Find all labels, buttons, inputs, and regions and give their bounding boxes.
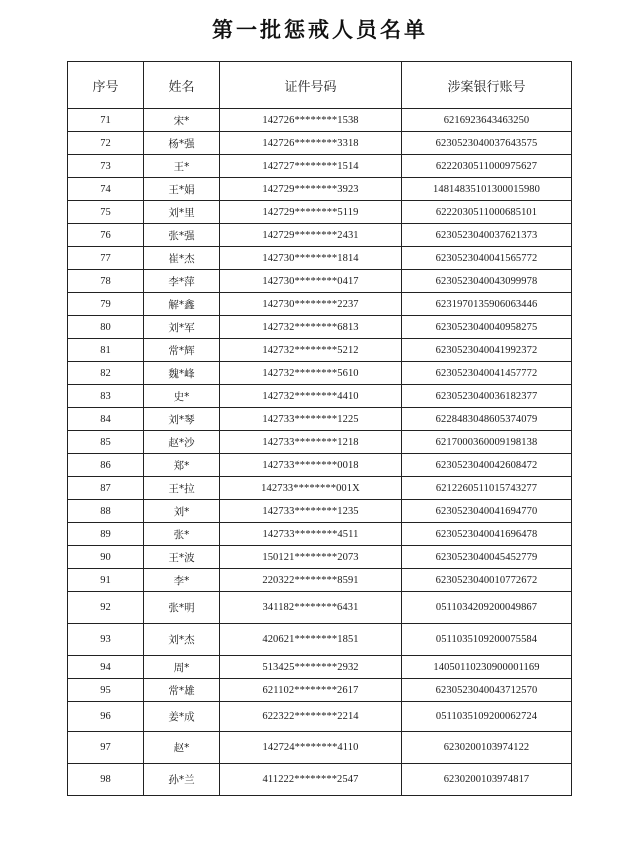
cell-account: 0511034209200049867 (402, 592, 572, 624)
cell-account: 6230523040036182377 (402, 385, 572, 408)
cell-account: 6230523040045452779 (402, 546, 572, 569)
cell-name: 王*拉 (144, 477, 220, 500)
cell-account: 0511035109200062724 (402, 702, 572, 732)
cell-id-number: 142733********1225 (220, 408, 402, 431)
cell-seq: 86 (68, 454, 144, 477)
cell-name: 常*辉 (144, 339, 220, 362)
cell-id-number: 341182********6431 (220, 592, 402, 624)
table-row (68, 764, 572, 796)
table-row (68, 178, 572, 201)
cell-id-number: 142726********1538 (220, 109, 402, 132)
cell-name: 周* (144, 656, 220, 679)
cell-name: 赵* (144, 732, 220, 764)
cell-account: 6230523040037621373 (402, 224, 572, 247)
cell-name: 李* (144, 569, 220, 592)
cell-id-number: 621102********2617 (220, 679, 402, 702)
table-row (68, 431, 572, 454)
cell-account: 6230523040040958275 (402, 316, 572, 339)
column-header-account: 涉案银行账号 (402, 62, 572, 109)
cell-seq: 74 (68, 178, 144, 201)
cell-account: 14050110230900001169 (402, 656, 572, 679)
column-header-seq: 序号 (68, 62, 144, 109)
cell-seq: 92 (68, 592, 144, 624)
cell-account: 6230523040041565772 (402, 247, 572, 270)
cell-id-number: 622322********2214 (220, 702, 402, 732)
cell-id-number: 142732********5212 (220, 339, 402, 362)
cell-seq: 79 (68, 293, 144, 316)
table-row (68, 702, 572, 732)
cell-id-number: 142733********1235 (220, 500, 402, 523)
table-row (68, 523, 572, 546)
cell-name: 郑* (144, 454, 220, 477)
cell-id-number: 142729********3923 (220, 178, 402, 201)
table-row (68, 224, 572, 247)
cell-account: 6222030511000685101 (402, 201, 572, 224)
table-row (68, 109, 572, 132)
table-row (68, 339, 572, 362)
cell-seq: 90 (68, 546, 144, 569)
cell-name: 刘*琴 (144, 408, 220, 431)
cell-seq: 81 (68, 339, 144, 362)
cell-id-number: 142733********1218 (220, 431, 402, 454)
cell-name: 崔*杰 (144, 247, 220, 270)
cell-name: 魏*峰 (144, 362, 220, 385)
column-header-id-number: 证件号码 (220, 62, 402, 109)
table-row (68, 546, 572, 569)
cell-id-number: 150121********2073 (220, 546, 402, 569)
cell-account: 0511035109200075584 (402, 624, 572, 656)
cell-name: 刘* (144, 500, 220, 523)
cell-id-number: 142727********1514 (220, 155, 402, 178)
cell-id-number: 411222********2547 (220, 764, 402, 796)
cell-seq: 97 (68, 732, 144, 764)
cell-id-number: 142730********1814 (220, 247, 402, 270)
table-row (68, 247, 572, 270)
cell-id-number: 142724********4110 (220, 732, 402, 764)
table-row (68, 408, 572, 431)
cell-id-number: 513425********2932 (220, 656, 402, 679)
cell-name: 王* (144, 155, 220, 178)
cell-seq: 98 (68, 764, 144, 796)
cell-id-number: 142732********4410 (220, 385, 402, 408)
cell-name: 刘*里 (144, 201, 220, 224)
table-row (68, 477, 572, 500)
table-body (68, 109, 572, 796)
cell-id-number: 142733********4511 (220, 523, 402, 546)
cell-name: 宋* (144, 109, 220, 132)
cell-id-number: 142733********001X (220, 477, 402, 500)
cell-name: 杨*强 (144, 132, 220, 155)
table-row (68, 679, 572, 702)
cell-name: 孙*兰 (144, 764, 220, 796)
cell-id-number: 142732********6813 (220, 316, 402, 339)
cell-seq: 71 (68, 109, 144, 132)
cell-seq: 78 (68, 270, 144, 293)
table-row (68, 592, 572, 624)
cell-seq: 88 (68, 500, 144, 523)
cell-name: 常*雄 (144, 679, 220, 702)
cell-account: 6230523040043099978 (402, 270, 572, 293)
cell-account: 6230523040037643575 (402, 132, 572, 155)
cell-seq: 95 (68, 679, 144, 702)
cell-id-number: 142726********3318 (220, 132, 402, 155)
table-row (68, 362, 572, 385)
table-row (68, 201, 572, 224)
cell-seq: 76 (68, 224, 144, 247)
cell-id-number: 142733********0018 (220, 454, 402, 477)
cell-account: 6217000360009198138 (402, 431, 572, 454)
table-row (68, 454, 572, 477)
cell-seq: 82 (68, 362, 144, 385)
cell-seq: 72 (68, 132, 144, 155)
cell-account: 6230200103974122 (402, 732, 572, 764)
cell-account: 6222030511000975627 (402, 155, 572, 178)
cell-id-number: 142732********5610 (220, 362, 402, 385)
cell-account: 14814835101300015980 (402, 178, 572, 201)
cell-name: 张*强 (144, 224, 220, 247)
cell-seq: 85 (68, 431, 144, 454)
cell-account: 6212260511015743277 (402, 477, 572, 500)
table-row (68, 293, 572, 316)
cell-account: 6230523040041457772 (402, 362, 572, 385)
cell-seq: 89 (68, 523, 144, 546)
cell-seq: 80 (68, 316, 144, 339)
cell-seq: 77 (68, 247, 144, 270)
cell-seq: 91 (68, 569, 144, 592)
cell-account: 6230523040041696478 (402, 523, 572, 546)
table-row (68, 732, 572, 764)
cell-name: 王*波 (144, 546, 220, 569)
cell-account: 6216923643463250 (402, 109, 572, 132)
cell-account: 6230523040010772672 (402, 569, 572, 592)
cell-account: 6231970135906063446 (402, 293, 572, 316)
cell-id-number: 420621********1851 (220, 624, 402, 656)
table-row (68, 316, 572, 339)
cell-name: 史* (144, 385, 220, 408)
table-row (68, 624, 572, 656)
cell-account: 6228483048605374079 (402, 408, 572, 431)
cell-seq: 87 (68, 477, 144, 500)
cell-name: 解*鑫 (144, 293, 220, 316)
table-row (68, 385, 572, 408)
cell-name: 刘*杰 (144, 624, 220, 656)
cell-seq: 75 (68, 201, 144, 224)
table-row (68, 155, 572, 178)
cell-account: 6230523040042608472 (402, 454, 572, 477)
cell-seq: 83 (68, 385, 144, 408)
table-row (68, 656, 572, 679)
table-row (68, 569, 572, 592)
cell-id-number: 142730********2237 (220, 293, 402, 316)
table-header-row (68, 62, 572, 109)
cell-id-number: 142729********2431 (220, 224, 402, 247)
cell-name: 姜*成 (144, 702, 220, 732)
page-title: 第一批惩戒人员名单 (212, 17, 428, 42)
table-row (68, 270, 572, 293)
cell-seq: 93 (68, 624, 144, 656)
cell-account: 6230523040041694770 (402, 500, 572, 523)
cell-name: 赵*沙 (144, 431, 220, 454)
cell-account: 6230523040041992372 (402, 339, 572, 362)
cell-id-number: 220322********8591 (220, 569, 402, 592)
cell-name: 张* (144, 523, 220, 546)
cell-seq: 96 (68, 702, 144, 732)
cell-name: 刘*军 (144, 316, 220, 339)
cell-account: 6230523040043712570 (402, 679, 572, 702)
cell-seq: 73 (68, 155, 144, 178)
cell-id-number: 142729********5119 (220, 201, 402, 224)
punishment-list-table (67, 61, 572, 796)
column-header-name: 姓名 (144, 62, 220, 109)
cell-name: 李*萍 (144, 270, 220, 293)
cell-seq: 84 (68, 408, 144, 431)
cell-id-number: 142730********0417 (220, 270, 402, 293)
table-row (68, 132, 572, 155)
cell-seq: 94 (68, 656, 144, 679)
cell-name: 张*明 (144, 592, 220, 624)
table-row (68, 500, 572, 523)
cell-name: 王*娟 (144, 178, 220, 201)
cell-account: 6230200103974817 (402, 764, 572, 796)
